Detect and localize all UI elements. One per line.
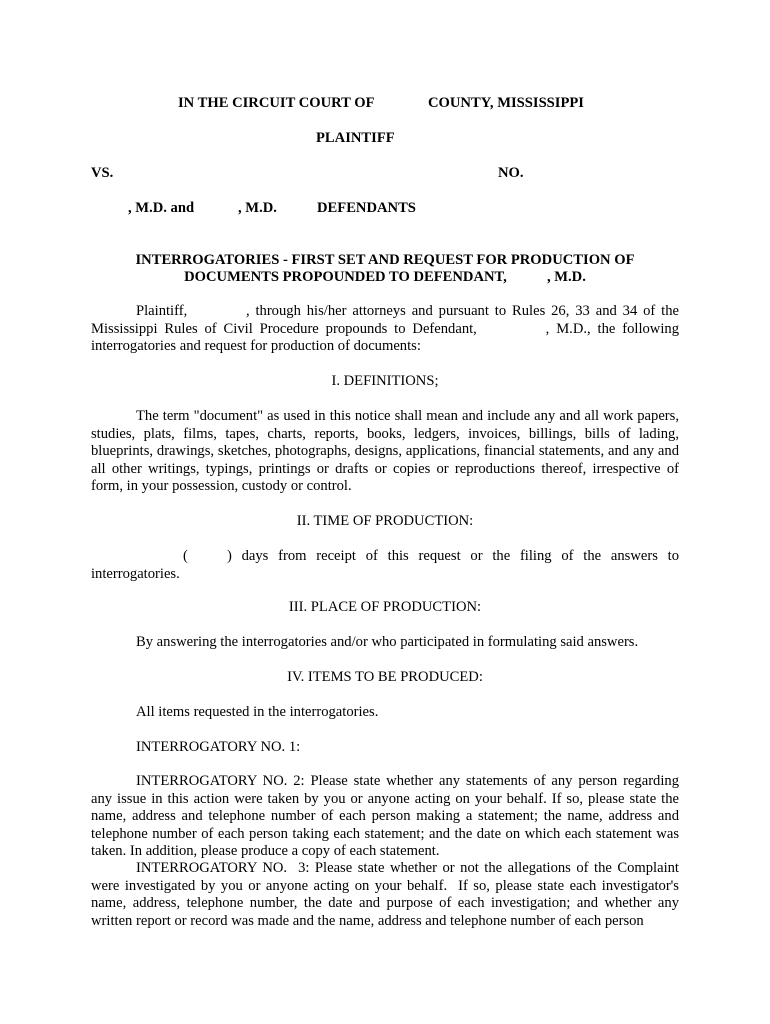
court-heading-right: COUNTY, MISSISSIPPI	[428, 95, 584, 111]
items-to-be-produced-heading: IV. ITEMS TO BE PRODUCED:	[287, 669, 483, 685]
defendant-two-suffix: , M.D.	[238, 200, 277, 216]
defendant-one-suffix: , M.D. and	[128, 200, 195, 216]
items-to-be-produced-paragraph: All items requested in the interrogatories.	[136, 704, 379, 720]
definitions-paragraph: The term "document" as used in this notice shall mean and include any and all work papers, studies, plats, films, tapes, charts, reports, books, ledgers, invoices, billings, bills of lading, blueprints, drawings, sketches, photographs, designs, applications, financial statements, and any and all other writings, typings, printings or drafts or copies or reproductions thereof, irrespective of form, in your possession, custody or control.	[91, 408, 679, 494]
plaintiff-label: PLAINTIFF	[316, 130, 395, 146]
interrogatory-1: INTERROGATORY NO. 1:	[136, 739, 301, 755]
place-of-production-heading: III. PLACE OF PRODUCTION:	[288, 599, 482, 615]
definitions-heading: I. DEFINITIONS;	[331, 373, 439, 389]
intro-paragraph: Plaintiff, , through his/her attorneys and pursuant to Rules 26, 33 and 34 of the Mississippi Rules of Civil Procedure propounds to Defendant, , M.D., the following interrogatories and request for production of documents:	[91, 303, 683, 354]
defendants-label: DEFENDANTS	[317, 200, 416, 216]
court-heading-left: IN THE CIRCUIT COURT OF	[178, 95, 375, 111]
versus-label: VS.	[91, 165, 114, 181]
document-title-line-2: DOCUMENTS PROPOUNDED TO DEFENDANT, , M.D.	[184, 269, 586, 285]
time-of-production-heading: II. TIME OF PRODUCTION:	[296, 513, 474, 529]
time-of-production-paragraph: ( ) days from receipt of this request or the filing of the answers to interrogatories.	[91, 548, 683, 582]
interrogatory-3: INTERROGATORY NO. 3: Please state whether or not the allegations of the Complaint were investigated by you or anyone acting on your behalf. If so, please state each investigator's name, address, telephone number, the date and purpose of each investigation; and whether any written report or record was made and the name, address and telephone number of each person	[91, 860, 683, 929]
case-number-label: NO.	[498, 165, 524, 181]
place-of-production-paragraph: By answering the interrogatories and/or who participated in formulating said answers.	[136, 634, 639, 650]
interrogatory-2: INTERROGATORY NO. 2: Please state whether any statements of any person regarding any issue in this action were taken by you or anyone acting on your behalf. If so, please state the name, address and telephone number of each person making a statement; the name, address and telephone number of each person taking each statement; and the date on which each statement was taken. In addition, please produce a copy of each statement.	[91, 773, 679, 859]
document-title-line-1: INTERROGATORIES - FIRST SET AND REQUEST FOR PRODUCTION OF	[135, 252, 635, 268]
